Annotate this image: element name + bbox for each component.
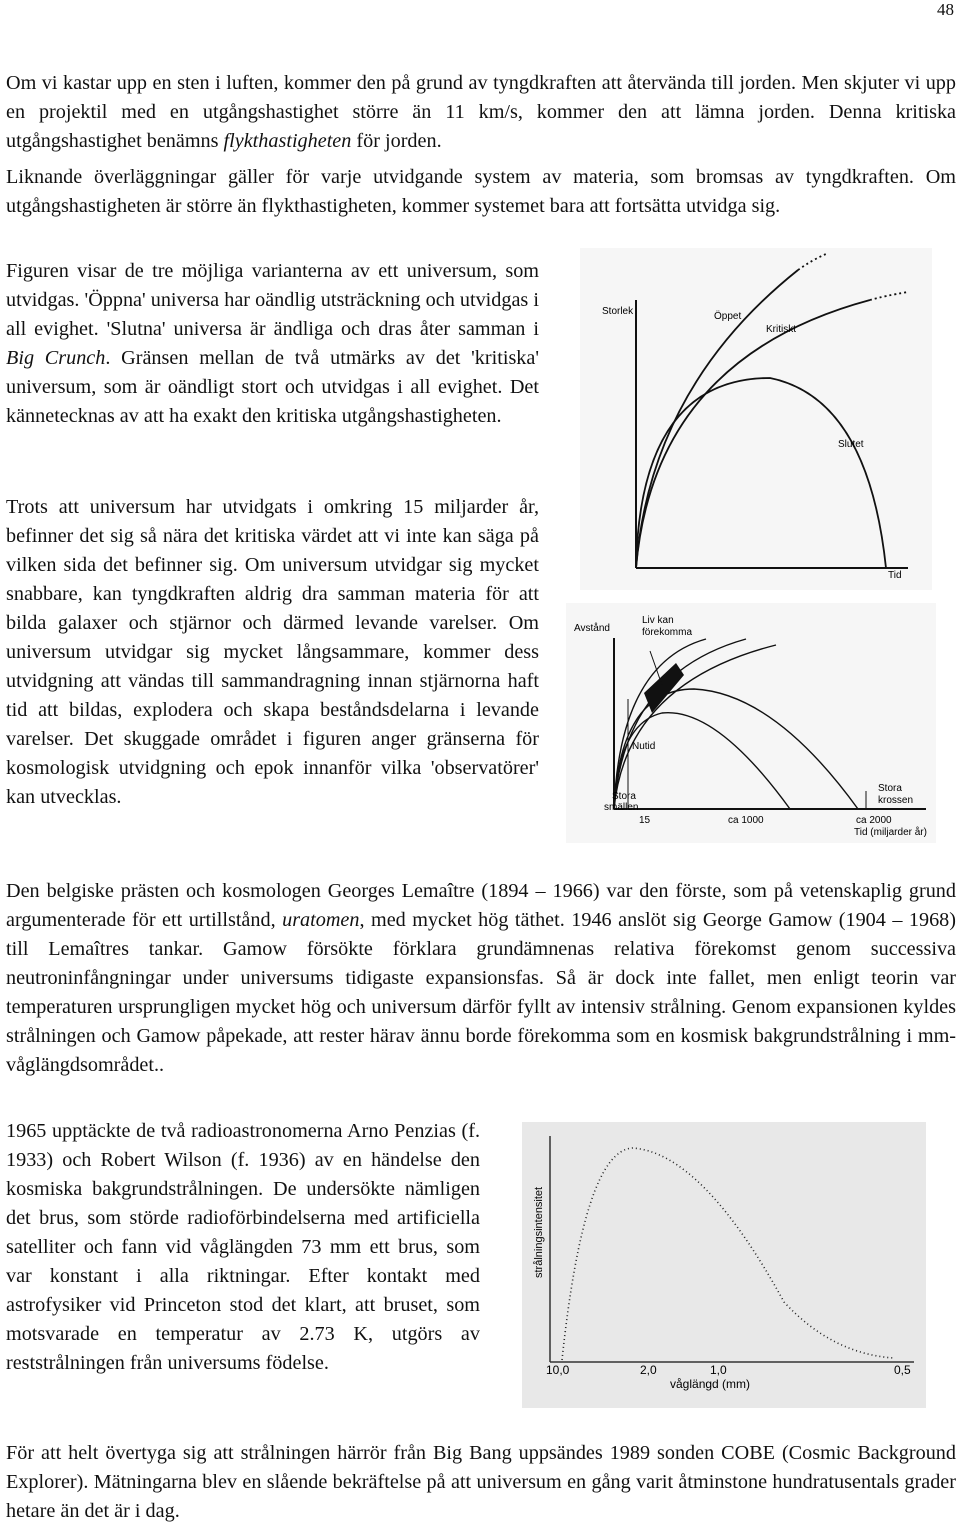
- fig3-tick-2: 2,0: [640, 1363, 657, 1377]
- fig2-now-label: Nutid: [632, 741, 656, 752]
- figure-life-window: [566, 603, 936, 843]
- fig1-label-open: Öppet: [714, 311, 742, 322]
- fig1-label-critical: Kritiskt: [766, 324, 796, 335]
- fig2-tick-1000: ca 1000: [728, 815, 764, 826]
- fig1-label-closed: Slutet: [838, 439, 864, 450]
- page-number: 48: [937, 0, 954, 19]
- fig2-tick-15: 15: [639, 815, 651, 826]
- fig3-tick-05: 0,5: [894, 1363, 911, 1377]
- fig3-y-label: strålningsintensitet: [533, 1186, 545, 1278]
- fig2-life-line2: förekomma: [642, 627, 693, 638]
- fig2-x-label: Tid (miljarder år): [854, 827, 927, 838]
- fig3-x-label: våglängd (mm): [670, 1377, 751, 1391]
- figure-expansion-models: [580, 248, 932, 590]
- paragraph-lemaitre: Den belgiske prästen och kosmologen Georges Lemaître (1894 – 1966) var den förste, som på vetenskaplig grund argumenterade för ett urtillstånd, uratomen, med mycket hög täthet. 1946 anslöt sig George Gamow (1904 – 1968) till Lemaîtres tankar. Gamow försökte förklara grundämnenas relativa förekomst genom successiva neutroninfångningar under universums tidigaste expansionsfas. Så är dock inte fallet, men enligt teorin var temperaturen ursprungligen mycket hög och universum därför fyllt av intensiv strålning. Genom expansionen kyldes strålningen och Gamow påpekade, att rester härav ännu borde förekomma som en kosmisk bakgrundstrålning i mm-våglängdsområdet..: [6, 880, 956, 1076]
- paragraph-expanding-system: Liknande överläggningar gäller för varje utvidgande system av materia, som bromsas av tyngdkraften. Om utgångshastigheten är större än flykthastigheten, kommer systemet bara att fortsätta utvidga sig.: [6, 166, 956, 217]
- fig3-tick-10: 10,0: [546, 1363, 570, 1377]
- figure-blackbody-spectrum: [522, 1122, 926, 1408]
- fig2-y-label: Avstånd: [574, 623, 610, 634]
- paragraph-penzias-wilson: 1965 upptäckte de två radioastronomerna Arno Penzias (f. 1933) och Robert Wilson (f. 1936) av en händelse den kosmiska bakgrundstrålningen. De undersökte nämligen det brus, som störde radioförbindelserna med artificiella satelliter och fann vid våglängden 73 mm ett brus, som var konstant i alla riktningar. Efter kontakt med astrofysiker vid Princeton stod det klart, att bruset, som motsvarade en temperatur av 2.73 K, utgörs av reststrålningen från universums födelse.: [6, 1120, 480, 1374]
- paragraph-escape-velocity: Om vi kastar upp en sten i luften, kommer den på grund av tyngdkraften att återvända till jorden. Men skjuter vi upp en projektil med en utgångshastighet större än 11 km/s, kommer den att lämna jorden. Denna kritiska utgångshastighet benämns flykthastigheten för jorden.: [6, 72, 956, 152]
- fig2-life-line1: Liv kan: [642, 615, 674, 626]
- paragraph-cobe: För att helt övertyga sig att strålningen härrör från Big Bang uppsändes 1989 sonden COBE (Cosmic Background Explorer). Mätningarna blev en slående bekräftelse på att universum en gång varit åtminstone hundratusentals grader hetare än det är i dag.: [6, 1442, 956, 1522]
- fig1-y-label: Storlek: [602, 306, 634, 317]
- fig2-tick-2000: ca 2000: [856, 815, 892, 826]
- fig1-x-label: Tid: [888, 570, 902, 581]
- fig2-bang-line1: Stora: [612, 791, 636, 802]
- fig3-tick-1: 1,0: [710, 1363, 727, 1377]
- fig2-bang-line2: smällen: [604, 802, 639, 813]
- paragraph-three-variants: Figuren visar de tre möjliga varianterna av ett universum, som utvidgas. 'Öppna' universa har oändlig utsträckning och utvidgas i all evighet. 'Slutna' universa är ändliga och dras åter samman i Big Crunch. Gränsen mellan de två utmärks av det 'kritiska' universum, som är oändligt stort och utvidgas i all evighet. Det kännetecknas av att ha exakt den kritiska utgångshastigheten.: [6, 260, 539, 427]
- fig2-crunch-line1: Stora: [878, 783, 902, 794]
- fig2-crunch-line2: krossen: [878, 795, 914, 806]
- paragraph-critical-value: Trots att universum har utvidgats i omkring 15 miljarder år, befinner det sig så nära det kritiska värdet att vi inte kan säga på vilken sida det befinner sig. Om universum utvidgar sig mycket snabbare, kan tyngdkraften aldrig dra samman materia för att bilda galaxer och stjärnor och därmed levande varelser. Om universum utvidgar sig mycket långsammare, kommer dess utvidgning att vändas till sammandragning innan stjärnorna haft tid att bildas, explodera och skapa beståndsdelarna i levande varelser. Det skuggade området i figuren anger gränserna för kosmologisk utvidgning och epok innanför vilka 'observatörer' kan utvecklas.: [6, 496, 539, 808]
